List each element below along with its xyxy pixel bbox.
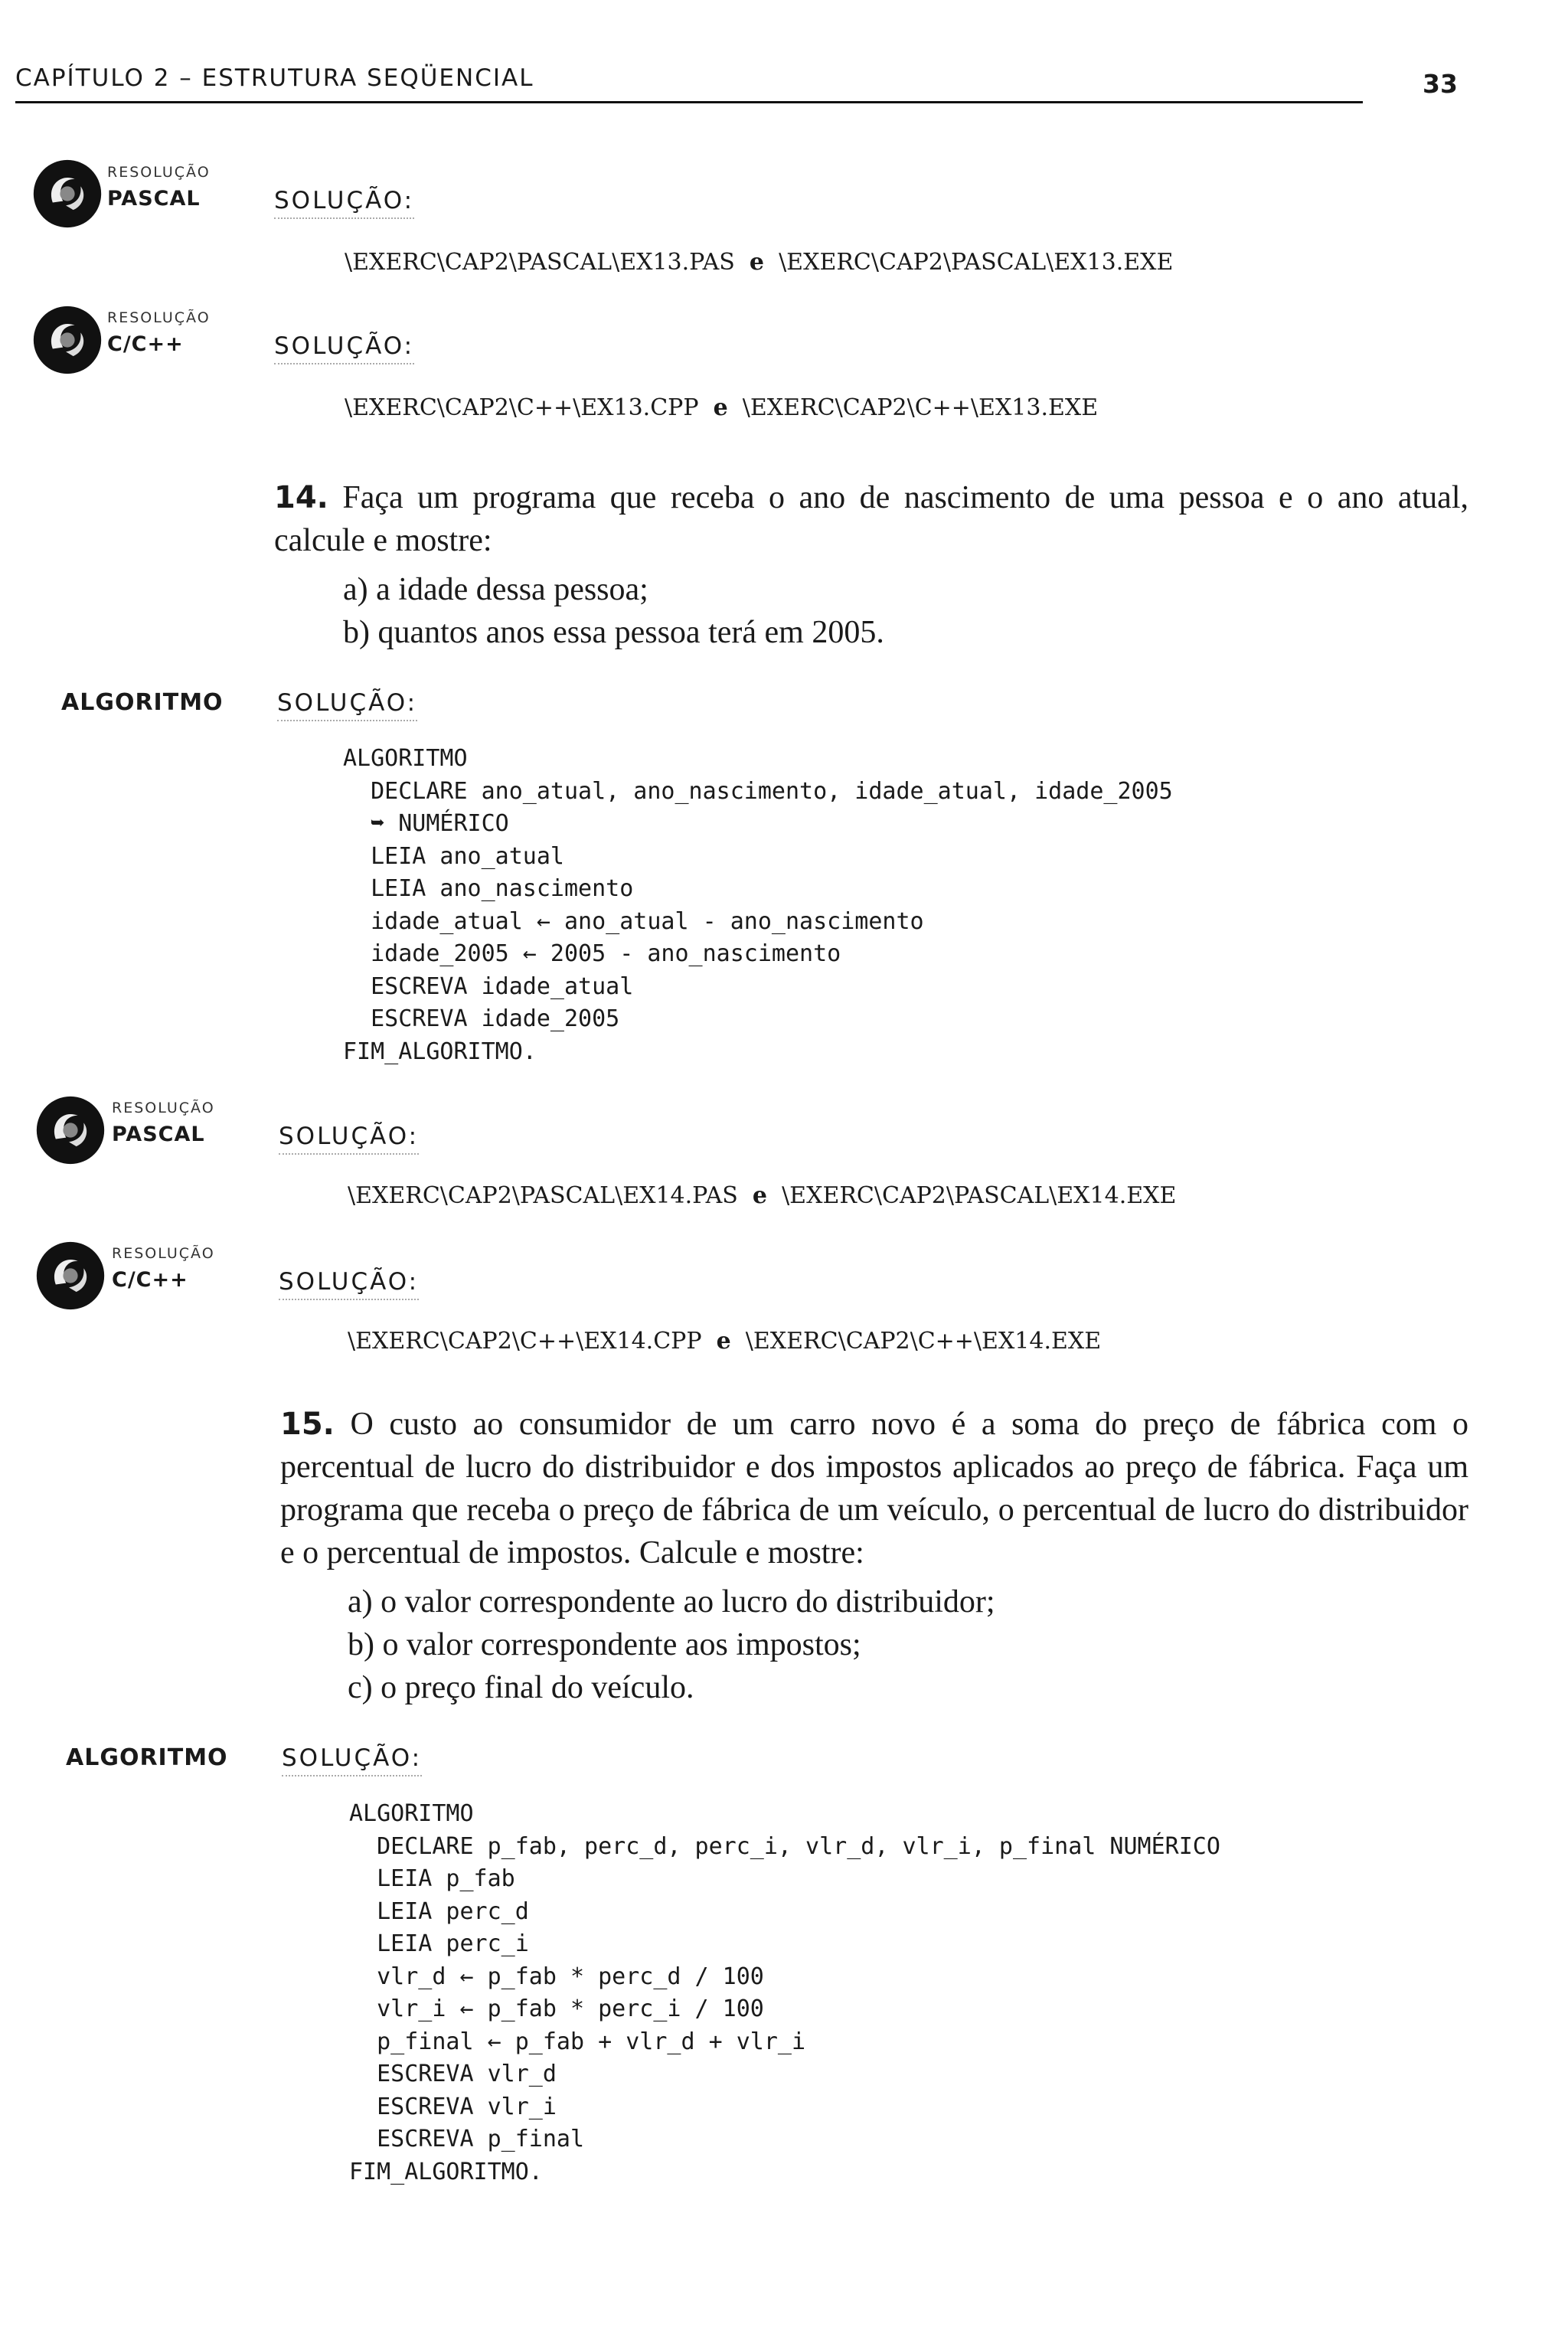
solution-label: SOLUÇÃO: [274, 187, 414, 219]
exercise-number: 15. [280, 1407, 335, 1442]
exercise-15-item-b: b) o valor correspondente aos impostos; [348, 1627, 861, 1662]
solution-label: SOLUÇÃO: [279, 1123, 419, 1155]
exercise-14-item-a: a) a idade dessa pessoa; [343, 572, 648, 607]
code-line: DECLARE ano_atual, ano_nascimento, idade_atual, idade_2005 [343, 777, 1173, 805]
resolution-cpp-icon [34, 1239, 107, 1312]
code-line: vlr_d ← p_fab * perc_d / 100 [349, 1963, 764, 1990]
badge-resolucao-label: RESOLUÇÃO [112, 1100, 215, 1116]
code-line: ESCREVA vlr_d [349, 2061, 557, 2087]
algorithm-code-ex15 [349, 1798, 1220, 2188]
chapter-header: CAPÍTULO 2 – ESTRUTURA SEQÜENCIAL [15, 64, 534, 92]
code-line: FIM_ALGORITMO. [343, 1038, 537, 1065]
algorithm-code-ex14 [343, 743, 1173, 1068]
exercise-14-statement: 14. Faça um programa que receba o ano de nascimento de uma pessoa e o ano atual, calcule e mostre: [274, 480, 1468, 558]
code-line: ESCREVA vlr_i [349, 2093, 557, 2120]
code-line: FIM_ALGORITMO. [349, 2158, 543, 2185]
code-line: ESCREVA p_final [349, 2126, 585, 2152]
code-line: LEIA perc_i [349, 1930, 529, 1957]
page-number: 33 [1423, 69, 1458, 99]
exercise-15-item-c: c) o preço final do veículo. [348, 1670, 694, 1705]
code-line: LEIA p_fab [349, 1865, 515, 1892]
resolution-pascal-icon [34, 1093, 107, 1167]
header-rule [15, 101, 1363, 103]
solution-path-ex14-pascal: \EXERC\CAP2\PASCAL\EX14.PAS e \EXERC\CAP2\PASCAL\EX14.EXE [348, 1182, 1177, 1209]
solution-label: SOLUÇÃO: [279, 1268, 419, 1300]
code-line: ESCREVA idade_2005 [343, 1005, 620, 1032]
resolution-cpp-icon [31, 303, 104, 377]
solution-path-ex14-cpp: \EXERC\CAP2\C++\EX14.CPP e \EXERC\CAP2\C++\EX14.EXE [348, 1328, 1102, 1355]
code-line: LEIA ano_atual [343, 842, 564, 870]
code-line: ➥ NUMÉRICO [343, 810, 509, 837]
code-line: DECLARE p_fab, perc_d, perc_i, vlr_d, vlr_i, p_final NUMÉRICO [349, 1832, 1220, 1860]
badge-pascal-label: PASCAL [107, 187, 201, 211]
code-line: ALGORITMO [349, 1800, 474, 1827]
solution-path-ex13-cpp: \EXERC\CAP2\C++\EX13.CPP e \EXERC\CAP2\C++\EX13.EXE [345, 394, 1099, 421]
code-line: p_final ← p_fab + vlr_d + vlr_i [349, 2028, 806, 2055]
badge-pascal-label: PASCAL [112, 1123, 205, 1146]
code-line: ESCREVA idade_atual [343, 972, 634, 1000]
code-line: idade_atual ← ano_atual - ano_nascimento [343, 907, 924, 935]
exercise-number: 14. [274, 480, 328, 515]
code-line: LEIA perc_d [349, 1897, 529, 1925]
resolution-pascal-icon [31, 157, 104, 230]
solution-label: SOLUÇÃO: [277, 689, 417, 721]
code-line: vlr_i ← p_fab * perc_i / 100 [349, 1995, 764, 2022]
badge-cpp-label: C/C++ [112, 1268, 188, 1292]
exercise-14-item-b: b) quantos anos essa pessoa terá em 2005. [343, 615, 884, 650]
solution-path-ex13-pascal: \EXERC\CAP2\PASCAL\EX13.PAS e \EXERC\CAP2\PASCAL\EX13.EXE [345, 249, 1174, 276]
code-line: LEIA ano_nascimento [343, 875, 634, 902]
code-line: idade_2005 ← 2005 - ano_nascimento [343, 940, 841, 967]
exercise-15-statement: 15. O custo ao consumidor de um carro novo é a soma do preço de fábrica com o percentual de lucro do distribuidor e dos impostos aplicados ao preço de fábrica. Faça um programa que receba o preço de fábrica de um veículo, o percentual de lucro do distribuidor e o percentual de impostos. Calcule e mostre: [280, 1407, 1469, 1571]
badge-resolucao-label: RESOLUÇÃO [107, 164, 211, 181]
algorithm-label: ALGORITMO [66, 1744, 228, 1771]
solution-label: SOLUÇÃO: [274, 332, 414, 364]
badge-resolucao-label: RESOLUÇÃO [107, 309, 211, 326]
algorithm-label: ALGORITMO [61, 689, 224, 716]
badge-cpp-label: C/C++ [107, 332, 184, 356]
badge-resolucao-label: RESOLUÇÃO [112, 1245, 215, 1262]
code-line: ALGORITMO [343, 745, 468, 772]
solution-label: SOLUÇÃO: [282, 1744, 422, 1776]
exercise-15-item-a: a) o valor correspondente ao lucro do distribuidor; [348, 1584, 995, 1620]
